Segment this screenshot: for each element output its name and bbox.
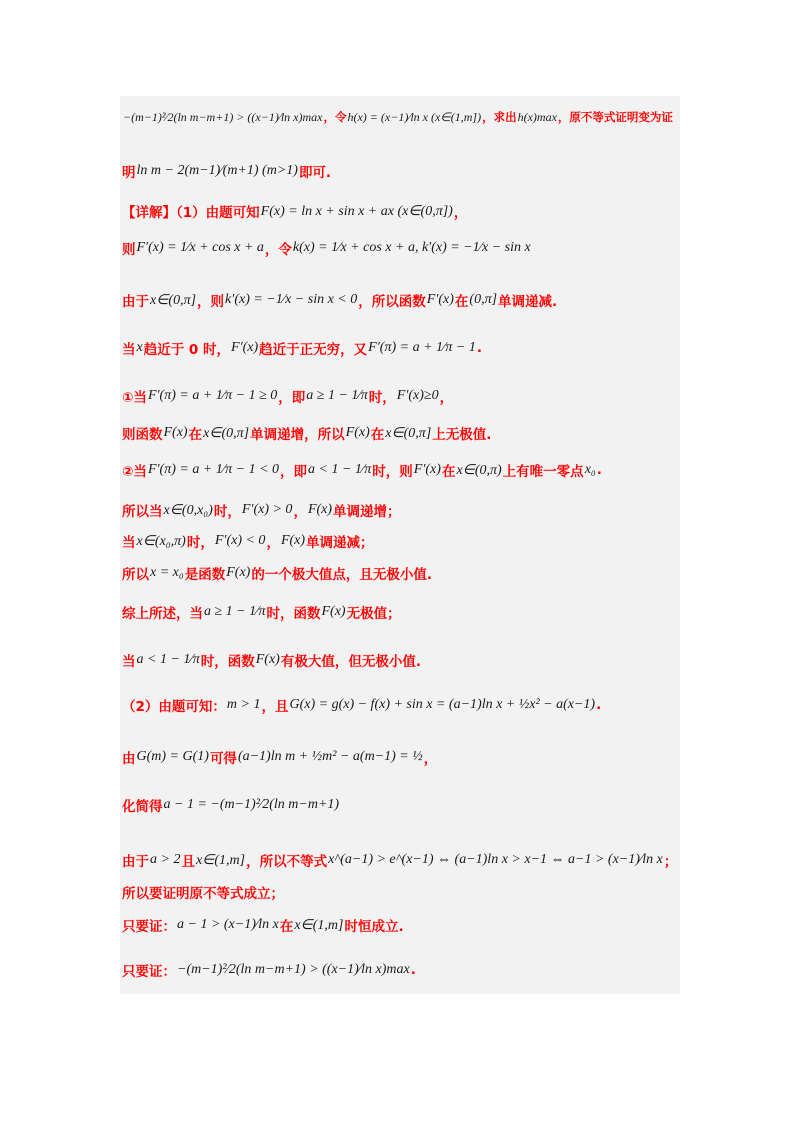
chinese-text: 在 bbox=[370, 427, 385, 443]
chinese-text: ，令 bbox=[264, 242, 292, 258]
math-expression: F(x) bbox=[226, 565, 251, 580]
math-expression: F(x) bbox=[280, 533, 306, 548]
chinese-text: 则 bbox=[122, 242, 136, 258]
chinese-text: ， bbox=[423, 751, 438, 767]
chinese-text: 只要证： bbox=[122, 919, 176, 935]
math-expression: F′(x) bbox=[413, 462, 441, 477]
math-expression: a − 1 > (x−1)⁄ln x bbox=[177, 917, 279, 932]
chinese-text: ，求出 bbox=[482, 110, 517, 124]
math-expression: (a−1)ln m + ½m² − a(m−1) = ½ bbox=[237, 749, 423, 764]
chinese-text: . bbox=[476, 340, 482, 356]
math-expression: a > 2 bbox=[150, 852, 181, 867]
text-line bbox=[122, 196, 678, 226]
math-expression: x∈(0,π) bbox=[456, 462, 502, 478]
math-expression: F′(π) = a + 1⁄π − 1 bbox=[368, 340, 476, 355]
chinese-text: 单调递减； bbox=[306, 535, 374, 551]
chinese-text: （2）由题可知： bbox=[122, 699, 226, 715]
math-expression: x = x₀ bbox=[150, 565, 184, 580]
math-expression: a ≥ 1 − 1⁄π bbox=[306, 388, 368, 403]
chinese-text: 由于 bbox=[122, 294, 149, 310]
chinese-text: 且 bbox=[181, 854, 195, 870]
chinese-text: 是函数 bbox=[184, 567, 226, 583]
chinese-text: 时， bbox=[368, 390, 396, 406]
math-expression: F(x) = ln x + sin x + ax (x∈(0,π]) bbox=[260, 203, 453, 219]
text-line bbox=[122, 877, 678, 907]
chinese-text: 当 bbox=[122, 535, 136, 551]
math-expression: F′(x)≥0 bbox=[396, 388, 439, 403]
chinese-text: ； bbox=[663, 854, 678, 870]
text-line bbox=[122, 455, 678, 485]
chinese-text: ，所以函数 bbox=[358, 294, 426, 310]
math-expression: a − 1 = −(m−1)²⁄2(ln m−m+1) bbox=[163, 797, 340, 812]
text-line bbox=[122, 690, 678, 720]
math-expression: F′(π) = a + 1⁄π − 1 ≥ 0 bbox=[147, 388, 278, 403]
chinese-text: 上有唯一零点 bbox=[502, 464, 584, 480]
math-expression: F′(x) bbox=[426, 292, 454, 307]
math-expression: G(x) = g(x) − f(x) + sin x = (a−1)ln x + ½x² − a(x−1) bbox=[289, 697, 596, 712]
math-expression: h(x)max bbox=[517, 109, 557, 124]
chinese-text: 由 bbox=[122, 751, 136, 767]
chinese-text: . bbox=[410, 962, 416, 978]
chinese-text: 可得 bbox=[209, 751, 237, 767]
chinese-text: 所以 bbox=[122, 567, 149, 583]
chinese-text: ，则 bbox=[197, 294, 225, 310]
math-expression: −(m−1)²⁄2(ln m−m+1) > ((x−1)⁄ln x)max bbox=[177, 962, 410, 977]
math-expression: a ≥ 1 − 1⁄π bbox=[204, 604, 266, 619]
chinese-text: 即可. bbox=[298, 165, 332, 181]
text-line bbox=[122, 495, 678, 525]
chinese-text: 当 bbox=[122, 342, 136, 358]
math-expression: F(x) bbox=[307, 502, 333, 517]
text-line bbox=[122, 285, 678, 315]
chinese-text: ， bbox=[439, 390, 454, 406]
chinese-text: 在 bbox=[454, 294, 469, 310]
chinese-text: 当 bbox=[122, 654, 136, 670]
math-expression: a < 1 − 1⁄π bbox=[308, 462, 372, 477]
math-expression: −(m−1)²⁄2(ln m−m+1) > ((x−1)⁄ln x)max bbox=[123, 109, 323, 124]
chinese-text: 在 bbox=[441, 464, 456, 480]
chinese-text: ， bbox=[453, 205, 468, 221]
chinese-text: 时恒成立. bbox=[344, 919, 404, 935]
math-expression: F′(x) bbox=[231, 340, 259, 355]
text-line bbox=[122, 418, 678, 448]
math-expression: F′(π) = a + 1⁄π − 1 < 0 bbox=[147, 462, 280, 477]
chinese-text: ，且 bbox=[261, 699, 289, 715]
text-line bbox=[122, 102, 678, 132]
math-expression: F′(x) < 0 bbox=[214, 533, 266, 548]
chinese-text: 单调递增，所以 bbox=[250, 427, 345, 443]
math-expression: F(x) bbox=[345, 425, 370, 440]
text-line bbox=[122, 955, 678, 985]
math-expression: k′(x) = −1⁄x − sin x < 0 bbox=[225, 292, 358, 307]
chinese-text: 综上所述，当 bbox=[122, 606, 203, 622]
chinese-text: 时，函数 bbox=[266, 606, 321, 622]
chinese-text: ，所以不等式 bbox=[246, 854, 328, 870]
math-expression: x bbox=[136, 340, 143, 355]
chinese-text: ①当 bbox=[122, 390, 147, 406]
chinese-text: 单调递减. bbox=[498, 294, 558, 310]
chinese-text: 明 bbox=[122, 165, 136, 181]
text-line bbox=[122, 910, 678, 940]
math-expression: x∈(0,π] bbox=[385, 425, 432, 441]
chinese-text: ，原不等式证明变为证 bbox=[557, 110, 673, 124]
chinese-text: 所以当 bbox=[122, 504, 163, 520]
chinese-text: ②当 bbox=[122, 464, 147, 480]
math-expression: ln m − 2(m−1)⁄(m+1) (m>1) bbox=[136, 163, 298, 178]
chinese-text: 在 bbox=[279, 919, 294, 935]
chinese-text: 趋近于 0 时， bbox=[143, 342, 231, 358]
math-expression: (0,π] bbox=[469, 292, 498, 307]
math-expression: x∈(0,x₀) bbox=[163, 502, 213, 518]
chinese-text: 所以要证明原不等式成立； bbox=[122, 886, 284, 902]
math-expression: k(x) = 1⁄x + cos x + a, k′(x) = −1⁄x − sin x bbox=[292, 240, 531, 255]
text-line bbox=[122, 597, 678, 627]
chinese-text: 在 bbox=[188, 427, 203, 443]
chinese-text: 则函数 bbox=[122, 427, 163, 443]
math-expression: F(x) bbox=[255, 652, 280, 667]
math-expression: x₀ bbox=[584, 462, 596, 477]
chinese-text: . bbox=[596, 462, 602, 478]
math-expression: x∈(0,π] bbox=[203, 425, 250, 441]
math-expression: F(x) bbox=[163, 425, 188, 440]
chinese-text: ，即 bbox=[278, 390, 306, 406]
chinese-text: 有极大值，但无极小值. bbox=[280, 654, 421, 670]
text-line bbox=[122, 790, 678, 820]
math-expression: x∈(x₀,π) bbox=[136, 533, 186, 549]
text-line bbox=[122, 742, 678, 772]
math-expression: G(m) = G(1) bbox=[136, 749, 209, 764]
chinese-text: 时，函数 bbox=[200, 654, 255, 670]
chinese-text: ，即 bbox=[280, 464, 308, 480]
text-line bbox=[122, 558, 678, 588]
chinese-text: 上无极值. bbox=[432, 427, 492, 443]
chinese-text: 趋近于正无穷，又 bbox=[259, 342, 368, 358]
chinese-text: 单调递增； bbox=[333, 504, 401, 520]
math-expression: x∈(0,π] bbox=[150, 292, 197, 308]
math-expression: F′(x) > 0 bbox=[241, 502, 293, 517]
chinese-text: . bbox=[596, 697, 602, 713]
text-line bbox=[122, 526, 678, 556]
text-line bbox=[122, 233, 678, 263]
math-expression: F(x) bbox=[321, 604, 346, 619]
text-line bbox=[122, 156, 678, 186]
chinese-text: ， bbox=[266, 535, 280, 551]
math-expression: F′(x) = 1⁄x + cos x + a bbox=[136, 240, 264, 255]
chinese-text: 时，则 bbox=[372, 464, 413, 480]
chinese-text: ， bbox=[293, 504, 307, 520]
text-line bbox=[122, 845, 678, 875]
chinese-text: 的一个极大值点，且无极小值. bbox=[251, 567, 432, 583]
math-expression: m > 1 bbox=[226, 697, 261, 712]
text-line bbox=[122, 645, 678, 675]
math-expression: x∈(1,m] bbox=[294, 917, 344, 933]
chinese-text: 由于 bbox=[122, 854, 149, 870]
chinese-text: 无极值； bbox=[346, 606, 401, 622]
math-expression: h(x) = (x−1)⁄ln x (x∈(1,m]) bbox=[347, 109, 482, 124]
chinese-text: 只要证： bbox=[122, 964, 176, 980]
chinese-text: 化简得 bbox=[122, 799, 163, 815]
text-line bbox=[122, 381, 678, 411]
chinese-text: 【详解】（1）由题可知 bbox=[122, 205, 260, 221]
text-line bbox=[122, 333, 678, 363]
chinese-text: 时， bbox=[186, 535, 214, 551]
chinese-text: ，令 bbox=[323, 110, 347, 124]
math-expression: x^(a−1) > e^(x−1) ⇔ (a−1)ln x > x−1 ⇔ a−1 > (x−1)⁄ln x bbox=[328, 852, 663, 867]
math-expression: x∈(1,m] bbox=[195, 852, 246, 868]
math-expression: a < 1 − 1⁄π bbox=[136, 652, 200, 667]
chinese-text: 时， bbox=[213, 504, 241, 520]
